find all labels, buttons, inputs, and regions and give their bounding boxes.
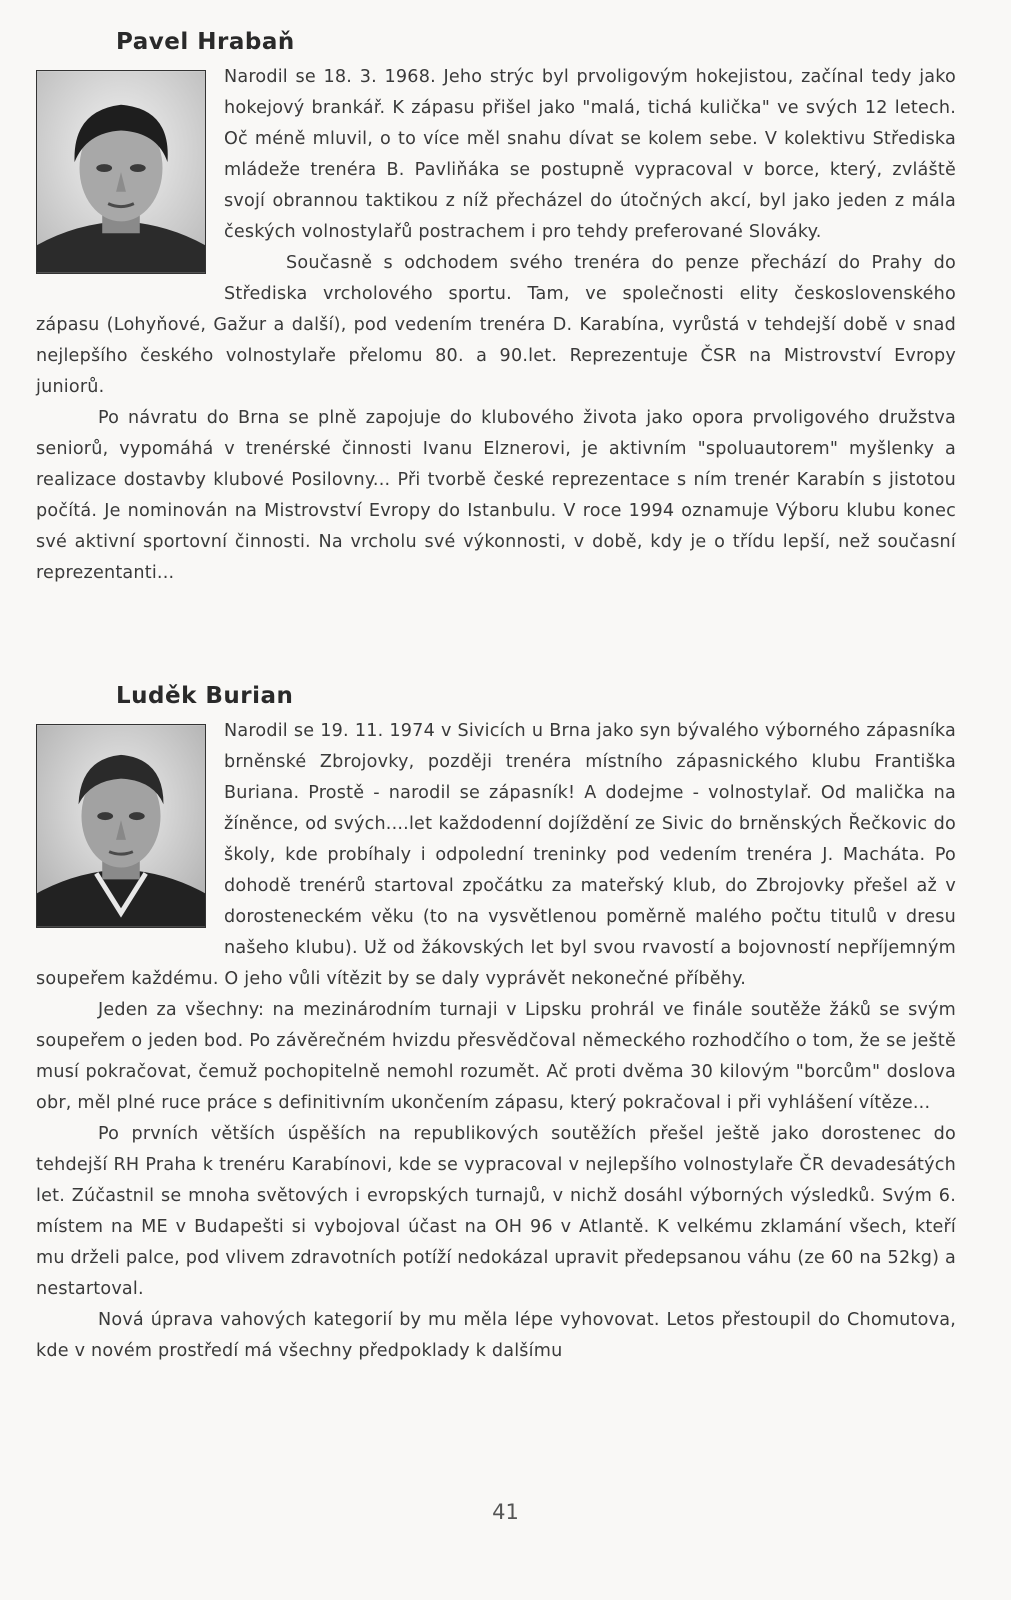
page-number: 41 xyxy=(492,1500,519,1524)
portrait-photo xyxy=(36,70,206,274)
person-name: Luděk Burian xyxy=(116,683,294,709)
profile-ludek-burian xyxy=(36,680,956,1367)
paragraph: Po prvních větších úspěších na republikových soutěžích přešel ještě jako dorostenec do tehdejší RH Praha k trenéru Karabínovi, kde se vypracoval v nejlepšího volnostylaře ČR devadesátých let. Zúčastnil se mnoha světových i evropských turnajů, v nichž dosáhl výborných výsledků. Svým 6. místem na ME v Budapešti si vybojoval účast na OH 96 v Atlantě. K velkému zklamání všech, kteří mu drželi palce, pod vlivem zdravotních potíží nedokázal upravit předepsanou váhu (ze 60 na 52kg) a nestartoval. xyxy=(36,1124,956,1299)
portrait-photo xyxy=(36,724,206,928)
paragraph: Současně s odchodem svého trenéra do penze přechází do Prahy do Střediska vrcholového sportu. Tam, ve společnosti elity československého zápasu (Lohyňové, Gažur a další), pod vedením trenéra D. Karabína, vyrůstá v tehdejší době v snad nejlepšího českého volnostylaře přelomu 80. a 90.let. Reprezentuje ČSR na Mistrovství Evropy juniorů. xyxy=(36,253,956,397)
paragraph: Narodil se 19. 11. 1974 v Sivicích u Brna jako syn bývalého výborného zápasníka brněnské Zbrojovky, později trenéra místního zápasnického klubu Františka Buriana. Prostě - narodil se zápasník! A dodejme - volnostylař. Od malička na žíněnce, od svých....let každodenní dojíždění ze Sivic do brněnských Řečkovic do školy, kde probíhaly i odpolední treninky pod vedením trenéra J. Macháta. Po dohodě trenérů startoval zpočátku za mateřský klub, do Zbrojovky přešel až v dorosteneckém věku (to na vysvětlenou poměrně malého počtu titulů v dresu našeho klubu). Už od žákovských let byl svou rvavostí a bojovností nepříjemným soupeřem každému. O jeho vůli vítězit by se daly vyprávět nekonečné příběhy. xyxy=(36,721,956,989)
paragraph: Jeden za všechny: na mezinárodním turnaji v Lipsku prohrál ve finále soutěže žáků se svým soupeřem o jeden bod. Po závěrečném hvizdu přesvědčoval německého rozhodčího o tom, že se ještě musí pokračovat, čemuž pochopitelně nemohl rozumět. Ač proti dvěma 30 kilovým "borcům" doslova obr, měl plné ruce práce s definitivním ukončením zápasu, který pokračoval i při vyhlášení vítěze... xyxy=(36,1000,956,1113)
paragraph: Po návratu do Brna se plně zapojuje do klubového života jako opora prvoligového družstva seniorů, vypomáhá v trenérské činnosti Ivanu Elznerovi, je aktivním "spoluautorem" myšlenky a realizace dostavby klubové Posilovny... Při tvorbě české reprezentace s ním trenér Karabín s jistotou počítá. Je nominován na Mistrovství Evropy do Istanbulu. V roce 1994 oznamuje Výboru klubu konec své aktivní sportovní činnosti. Na vrcholu své výkonnosti, v době, kdy je o třídu lepší, než současní reprezentanti... xyxy=(36,408,956,583)
paragraph: Narodil se 18. 3. 1968. Jeho strýc byl prvoligovým hokejistou, začínal tedy jako hokejový brankář. K zápasu přišel jako "malá, tichá kulička" ve svých 12 letech. Oč méně mluvil, o to více měl snahu dívat se kolem sebe. V kolektivu Střediska mládeže trenéra B. Pavliňáka se postupně vypracoval v borce, který, zvláště svojí obrannou taktikou z níž přecházel do útočných akcí, byl jako jeden z mála českých volnostylařů postrachem i pro tehdy preferované Slováky. xyxy=(224,67,956,242)
profile-pavel-hraban xyxy=(36,26,956,589)
person-name: Pavel Hrabaň xyxy=(116,29,295,55)
paragraph: Nová úprava vahových kategorií by mu měla lépe vyhovovat. Letos přestoupil do Chomutova, kde v novém prostředí má všechny předpoklady k dalšímu xyxy=(36,1310,956,1361)
